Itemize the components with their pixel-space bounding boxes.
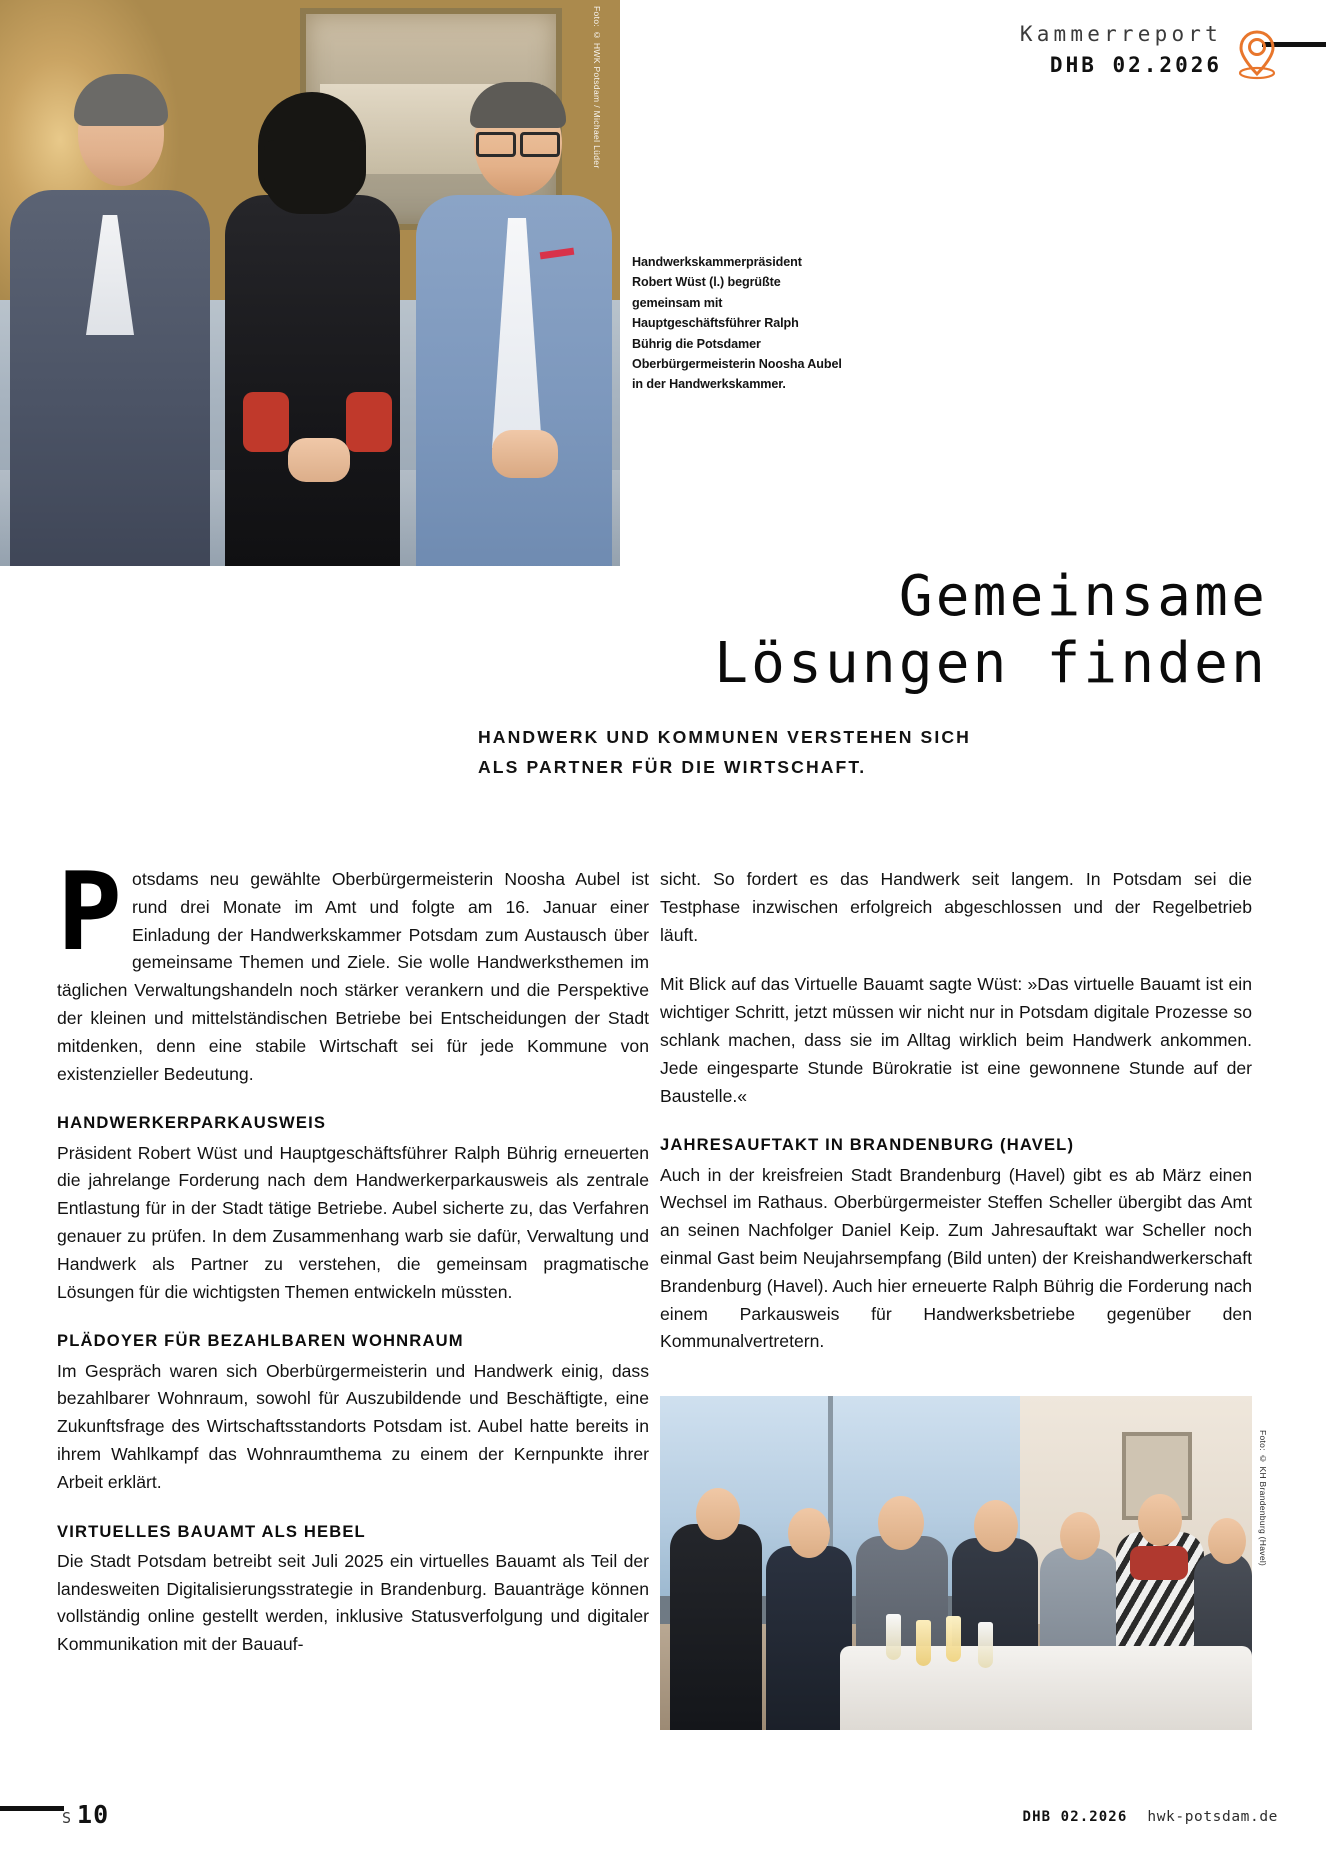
page-number-block [62,1800,109,1829]
section-body-virtuelles-bauamt-continued: sicht. So fordert es das Handwerk seit langem. In Potsdam sei die Testphase inzwischen erfolgreich abgeschlossen und der Regelbetrieb läuft. [660,869,1252,945]
page-title [478,563,1268,699]
person-2-cuff-right [346,392,392,452]
section-heading-handwerkerparkausweis: HANDWERKERPARKAUSWEIS [57,1113,327,1133]
subheadline-line-2: ALS PARTNER FÜR DIE WIRTSCHAFT. [478,757,867,778]
section-heading-jahresauftakt: JAHRESAUFTAKT IN BRANDENBURG (HAVEL) [660,1135,1075,1155]
secondary-photo [660,1396,1252,1730]
lead-text: otsdams neu gewählte Oberbürgermeisterin Noosha Aubel ist rund drei Monate im Amt und folgte am 16. Januar einer Einladung der Handwerkskammer Potsdam zum Austausch über gemeinsame Themen und Ziele. Sie wolle Handwerksthemen im täglichen Verwaltungshandeln noch stärker verankern und die Perspektive der kleinen und mittelständischen Betriebe bei Entscheidungen der Stadt mitdenken, denn eine stabile Wirtschaft sei für jede Kommune von existenzieller Bedeutung. [57,869,649,1084]
person-2-cuff-left [243,392,289,452]
photo2-head-2 [788,1508,830,1558]
section-heading-wohnraum: PLÄDOYER FÜR BEZAHLBAREN WOHNRAUM [57,1331,464,1351]
photo2-person-1 [670,1524,762,1730]
photo2-table [840,1646,1252,1730]
person-3-glasses [476,132,560,152]
photo2-head-4 [974,1500,1018,1552]
section-heading-virtuelles-bauamt: VIRTUELLES BAUAMT ALS HEBEL [57,1521,366,1541]
section-body-jahresauftakt: Auch in der kreisfreien Stadt Brandenburg (Havel) gibt es ab März einen Wechsel im Rathaus. Oberbürgermeister Steffen Scheller übergibt das Amt an seinen Nachfolger Daniel Keip. Zum Jahresauftakt war Scheller noch einmal Gast beim Neujahrsempfang (Bild unten) der Kreishandwerkerschaft Brandenburg (Havel). Auch hier erneuerte Ralph Bührig die Forderung nach einem Parkausweis für Handwerksbetriebe gegenüber den Kommunalvertretern. [660,1164,1252,1352]
masthead-text [1020,22,1222,77]
subheadline [478,722,1038,783]
section-body-virtuelles-bauamt-left: Die Stadt Potsdam betreibt seit Juli 2025 ein virtuelles Bauamt als Teil der landesweiten Digitalisierungsstrategie in Brandenburg. Bauanträge können vollständig online gestellt werden, inklusive Statusverfolgung und digitaler Kommunikation mit der Bauauf- [57,1550,649,1655]
photo2-credit: Foto: © KH Brandenburg (Havel) [1258,1430,1268,1567]
hero-photo-credit: Foto: © HWK Potsdam / Michael Lüder [592,6,602,169]
person-noosha-aubel [225,195,400,566]
footer-right [1023,1809,1278,1825]
location-pin-icon [1236,28,1278,80]
kammerreport-label: Kammerreport [1019,22,1222,46]
photo2-head-5 [1060,1512,1100,1560]
photo2-head-3 [878,1496,924,1550]
person-2-hair [258,92,366,202]
person-2-hands [288,438,350,482]
quote-paragraph: Mit Blick auf das Virtuelle Bauamt sagte Wüst: »Das virtuelle Bauamt ist ein wichtiger Schritt, jetzt müssen wir nicht nur in Potsdam digitale Prozesse so schlank machen, dass sie im Alltag wirklich beim Handwerk ankommen. Jede eingesparte Stunde Bürokratie ist eine gewonnene Stunde auf der Baustelle.« [660,974,1252,1106]
lead-paragraph [57,850,649,1088]
subheadline-line-1: HANDWERK UND KOMMUNEN VERSTEHEN SICH [478,727,971,747]
footer-rule [0,1806,64,1811]
photo2-head-1 [696,1488,740,1540]
hero-caption: Handwerkskammerpräsident Robert Wüst (l.) begrüßte gemeinsam mit Hauptgeschäftsführer Ralph Bührig die Potsdamer Oberbürgermeisterin Noosha Aubel in der Handwerkskammer. [632,255,842,392]
body-column-right [660,866,1252,1356]
photo2-glass-3 [946,1616,961,1662]
drop-cap: P [57,850,123,975]
masthead-inner [1020,22,1278,80]
photo2-glass-1 [886,1614,901,1660]
photo2-person-6-scarf [1130,1546,1188,1580]
page-prefix: S [62,1809,73,1827]
section-body-handwerkerparkausweis: Präsident Robert Wüst und Hauptgeschäftsführer Ralph Bührig erneuerten die jahrelange Forderung nach dem Handwerkerparkausweis als zentrale Entlastung für in der Stadt tätige Betriebe. Aubel sicherte zu, das Verfahren genauer zu prüfen. In dem Zusammenhang warb sie dafür, Verwaltung und Handwerk als Partner zu verstehen, die gemeinsam pragmatische Lösungen für die wichtigsten Themen entwickeln müssten. [57,1142,649,1302]
issue-label: DHB 02.2026 [1049,53,1222,78]
person-3-hands [492,430,558,478]
photo2-head-6 [1138,1494,1182,1546]
footer-issue: DHB 02.2026 [1022,1809,1128,1825]
headline-line-2: Lösungen finden [714,631,1268,697]
hero-photo [0,0,620,566]
photo2-head-7 [1208,1518,1246,1564]
headline-line-1: Gemeinsame [898,563,1268,629]
photo2-glass-4 [978,1622,993,1668]
body-column-left [57,850,649,1659]
photo2-glass-2 [916,1620,931,1666]
footer-url: hwk-potsdam.de [1147,1809,1278,1825]
page-number: 10 [77,1800,110,1829]
section-body-wohnraum: Im Gespräch waren sich Oberbürgermeisterin und Handwerk einig, dass bezahlbarer Wohnraum, sowohl für Auszubildende und Beschäftigte, eine Zukunftsfrage des Wirtschaftsstandorts Potsdam ist. Aubel hatte bereits in ihrem Wahlkampf das Wohnraumthema zu einem der Kernpunkte ihrer Arbeit erklärt. [57,1360,649,1492]
